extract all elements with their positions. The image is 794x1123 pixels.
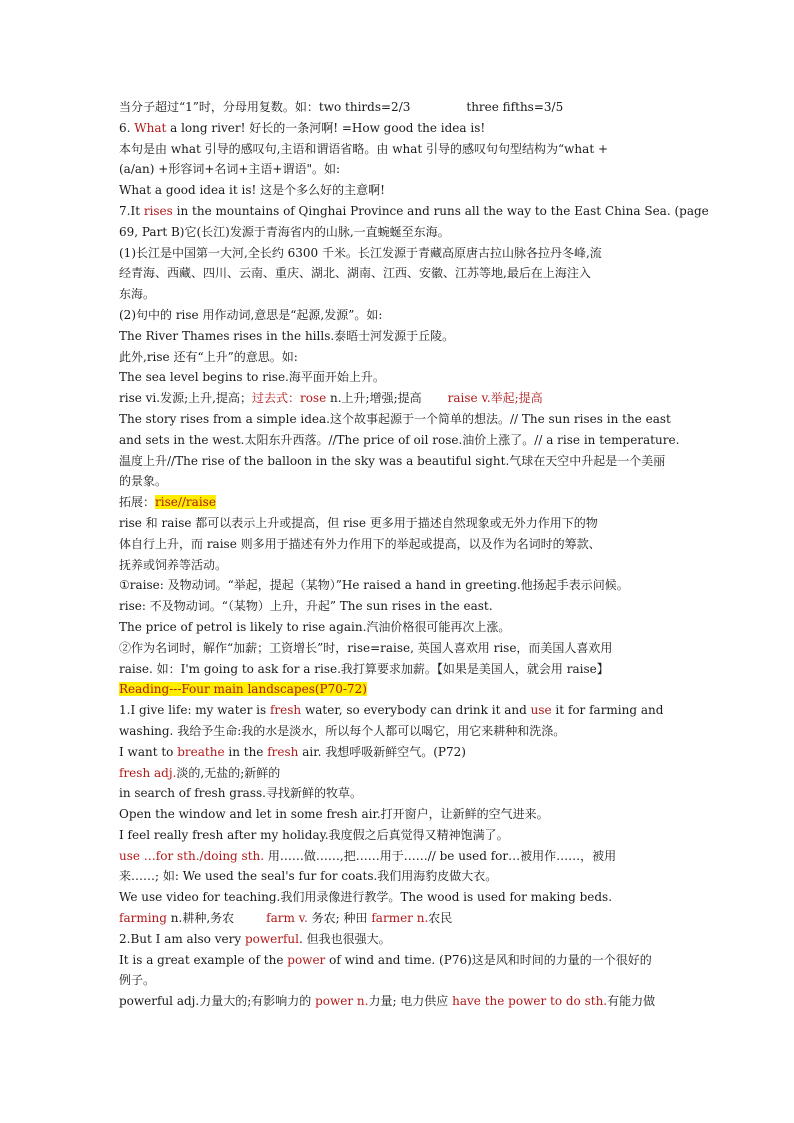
text-run: 此外,rise 还有“上升”的意思。如: bbox=[119, 349, 298, 364]
text-run: 力量; 电力供应 bbox=[368, 994, 453, 1009]
text-run: 体自行上升，而 raise 则多用于描述有外力作用下的举起或提高，以及作为名词时的筹款、 bbox=[119, 536, 601, 551]
text-line bbox=[119, 139, 689, 160]
text-line bbox=[119, 305, 689, 326]
text-run: 拓展： bbox=[119, 495, 156, 510]
text-line bbox=[119, 201, 709, 222]
text-run: 来……; 如: We used the seal's fur for coats.我们用海豹皮做大衣。 bbox=[119, 869, 498, 884]
text-run: What a good idea it is! 这是个多么好的主意啊! bbox=[119, 183, 385, 198]
text-run: 当分子超过“1”时，分母用复数。如：two thirds=2/3 bbox=[119, 100, 411, 114]
text-line bbox=[119, 451, 689, 472]
text-run: 1.I give life: my water is bbox=[119, 703, 270, 718]
text-run: 的景象。 bbox=[119, 474, 168, 489]
text-line bbox=[119, 763, 689, 784]
text-run: 2.But I am also very bbox=[119, 931, 245, 946]
text-run: The River Thames rises in the hills.泰晤士河发源于丘陵。 bbox=[119, 328, 455, 343]
highlighted-term: farming bbox=[119, 911, 167, 926]
text-run: Open the window and let in some fresh air.打开窗户，让新鲜的空气进来。 bbox=[119, 807, 549, 822]
text-run: in the bbox=[224, 744, 268, 759]
text-line bbox=[119, 659, 689, 680]
text-line bbox=[119, 596, 689, 617]
text-line bbox=[119, 513, 689, 534]
text-run: rise: 不及物动词。“（某物）上升，升起” The sun rises in the east. bbox=[119, 599, 493, 614]
text-run: 用……做……,把……用于……// be used for…被用作……，被用 bbox=[264, 848, 617, 863]
text-run: n.上升;增强;提高 bbox=[326, 391, 422, 406]
text-run: . 但我也很强大。 bbox=[298, 931, 391, 946]
text-run: We use video for teaching.我们用录像进行教学。The wood is used for making beds. bbox=[119, 890, 613, 905]
text-line bbox=[119, 804, 689, 825]
highlighted-term: Reading---Four main landscapes(P70-72) bbox=[119, 682, 367, 697]
text-line bbox=[119, 347, 689, 368]
text-run: 东海。 bbox=[119, 287, 156, 302]
highlighted-term: power n. bbox=[315, 994, 369, 1009]
text-run: in the mountains of Qinghai Province and runs all the way to the East China Sea. (page bbox=[172, 203, 709, 218]
text-line bbox=[119, 638, 689, 659]
text-line bbox=[119, 159, 689, 180]
text-line bbox=[119, 243, 689, 264]
text-line bbox=[119, 617, 689, 638]
highlighted-term: fresh bbox=[267, 744, 299, 759]
marker-highlight bbox=[155, 495, 216, 509]
text-run: it for farming and bbox=[551, 703, 664, 718]
text-run: water, so everybody can drink it and bbox=[301, 703, 531, 718]
text-run: and sets in the west.太阳东升西落。//The price of oil rose.油价上涨了。// a rise in temperature. bbox=[119, 432, 680, 447]
text-line bbox=[119, 887, 689, 908]
text-run: 农民 bbox=[428, 911, 453, 926]
text-run: 本句是由 what 引导的感叹句,主语和谓语省略。由 what 引导的感叹句句型结构为“what + bbox=[119, 141, 609, 156]
text-line bbox=[119, 409, 689, 430]
text-run: in search of fresh grass.寻找新鲜的牧草。 bbox=[119, 786, 362, 801]
text-line bbox=[119, 326, 689, 347]
text-line bbox=[119, 534, 689, 555]
highlighted-term: farmer n. bbox=[371, 911, 429, 926]
text-run: It is a great example of the bbox=[119, 952, 288, 967]
highlighted-term: rise//raise bbox=[155, 495, 216, 510]
text-run: rise vi.发源;上升,提高； bbox=[119, 391, 252, 406]
text-run: 有能力做 bbox=[607, 994, 656, 1009]
text-run: ②作为名词时，解作“加薪；工资增长”时，rise=raise, 英国人喜欢用 rise，而美国人喜欢用 bbox=[119, 640, 613, 655]
highlighted-term: breathe bbox=[177, 744, 225, 759]
text-line bbox=[119, 284, 689, 305]
text-run: 经青海、西藏、四川、云南、重庆、湖北、湖南、江西、安徽、江苏等地,最后在上海注入 bbox=[119, 266, 591, 281]
text-line bbox=[119, 430, 689, 451]
text-run: I feel really fresh after my holiday.我度假之后真觉得又精神饱满了。 bbox=[119, 827, 509, 842]
text-run: 7.It bbox=[119, 203, 144, 218]
text-run: n.耕种,务农 bbox=[166, 911, 235, 926]
text-line bbox=[119, 950, 689, 971]
text-line bbox=[119, 866, 689, 887]
text-run: 淡的,无盐的;新鲜的 bbox=[176, 765, 281, 780]
text-run: washing. 我给予生命:我的水是淡水，所以每个人都可以喝它，用它来耕种和洗涤。 bbox=[119, 723, 566, 738]
text-run: I want to bbox=[119, 744, 178, 759]
text-run: 抚养或饲养等活动。 bbox=[119, 557, 228, 572]
text-run: 69, Part B)它(长江)发源于青海省内的山脉,一直蜿蜒至东海。 bbox=[119, 224, 450, 239]
text-line bbox=[119, 97, 689, 118]
highlighted-term: have the power to do sth. bbox=[452, 994, 608, 1009]
text-line bbox=[119, 679, 689, 700]
text-run: The story rises from a simple idea.这个故事起源于一个简单的想法。// The sun rises in the east bbox=[119, 411, 671, 426]
text-run: 6. bbox=[119, 120, 135, 135]
text-line bbox=[119, 908, 689, 929]
text-line bbox=[119, 388, 689, 409]
highlighted-term: adj. bbox=[154, 765, 177, 780]
text-run: raise. 如：I'm going to ask for a rise.我打算要求加薪。【如果是美国人，就会用 raise】 bbox=[119, 661, 609, 676]
text-line bbox=[119, 825, 689, 846]
highlighted-term: 过去式：rose bbox=[251, 391, 327, 406]
text-run: air. 我想呼吸新鲜空气。(P72) bbox=[298, 744, 466, 759]
text-run: The sea level begins to rise.海平面开始上升。 bbox=[119, 370, 385, 385]
text-line bbox=[119, 575, 689, 596]
text-line bbox=[119, 929, 689, 950]
highlighted-term: farm v. bbox=[266, 911, 308, 926]
highlighted-term: power bbox=[287, 952, 326, 967]
text-line bbox=[119, 555, 689, 576]
text-line bbox=[119, 222, 689, 243]
highlighted-term: What bbox=[134, 120, 167, 135]
highlighted-term: use …for sth./doing sth. bbox=[119, 848, 265, 863]
text-line bbox=[119, 263, 689, 284]
text-run: rise 和 raise 都可以表示上升或提高，但 rise 更多用于描述自然现象或无外力作用下的物 bbox=[119, 515, 598, 530]
text-line bbox=[119, 783, 689, 804]
text-run: three fifths=3/5 bbox=[466, 100, 564, 114]
highlighted-term: rises bbox=[143, 203, 173, 218]
highlighted-term: fresh bbox=[119, 765, 151, 780]
highlighted-term: fresh bbox=[269, 703, 302, 718]
text-line bbox=[119, 367, 689, 388]
highlighted-term: powerful bbox=[244, 931, 299, 946]
text-line bbox=[119, 991, 689, 1012]
text-run: ①raise: 及物动词。“举起，提起（某物）”He raised a hand in greeting.他扬起手表示问候。 bbox=[119, 578, 629, 593]
text-line bbox=[119, 492, 689, 513]
text-line bbox=[119, 118, 689, 139]
text-run: (a/an) +形容词+名词+主语+谓语"。如: bbox=[119, 162, 341, 177]
text-run: The price of petrol is likely to rise again.汽油价格很可能再次上涨。 bbox=[119, 619, 511, 634]
text-line bbox=[119, 970, 689, 991]
text-run: a long river! 好长的一条河啊! =How good the idea is! bbox=[166, 120, 486, 135]
text-run: (2)句中的 rise 用作动词,意思是“起源,发源”。如: bbox=[119, 307, 383, 322]
highlighted-term: use bbox=[530, 703, 552, 718]
text-line bbox=[119, 846, 689, 867]
text-run: (1)长江是中国第一大河,全长约 6300 千米。长江发源于青藏高原唐古拉山脉各拉丹冬峰,流 bbox=[119, 245, 602, 260]
marker-highlight bbox=[119, 682, 367, 696]
text-run: 务农; 种田 bbox=[307, 911, 372, 926]
text-line bbox=[119, 700, 689, 721]
text-run: 例子。 bbox=[119, 973, 156, 988]
text-run: powerful adj.力量大的;有影响力的 bbox=[119, 994, 316, 1009]
text-line bbox=[119, 742, 689, 763]
text-line bbox=[119, 471, 689, 492]
text-run: of wind and time. (P76)这是风和时间的力量的一个很好的 bbox=[325, 952, 652, 967]
text-line bbox=[119, 721, 689, 742]
text-run: 温度上升//The rise of the balloon in the sky was a beautiful sight.气球在天空中升起是一个美丽 bbox=[119, 453, 666, 468]
highlighted-term: raise v.举起;提高 bbox=[447, 391, 543, 406]
text-line bbox=[119, 180, 689, 201]
notes-body bbox=[119, 97, 709, 1012]
